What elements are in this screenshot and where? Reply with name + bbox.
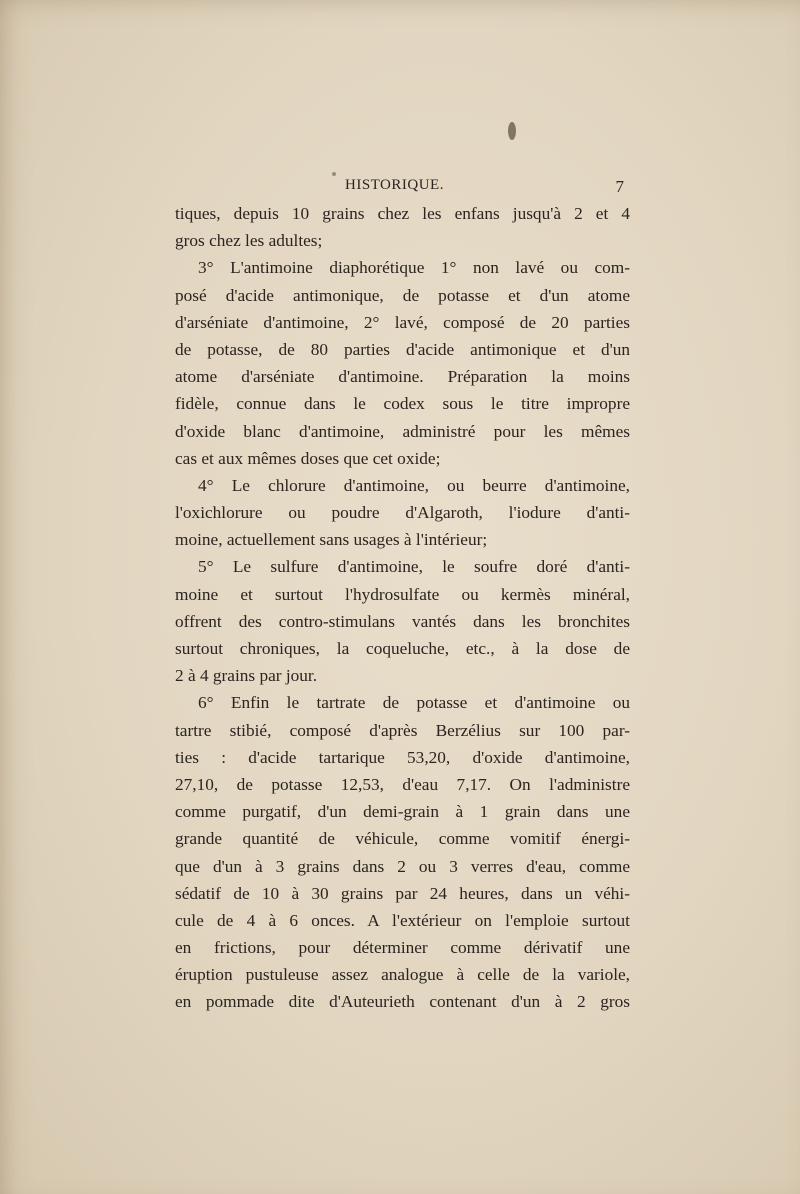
text-line: 3° L'antimoine diaphorétique 1° non lavé ou com- [198, 258, 630, 278]
text-line: ties : d'acide tartarique 53,20, d'oxide d'antimoine, [175, 747, 630, 767]
text-line: 4° Le chlorure d'antimoine, ou beurre d'antimoine, [198, 475, 630, 495]
text-line: éruption pustuleuse assez analogue à celle de la variole, [175, 965, 630, 985]
text-line: l'oxichlorure ou poudre d'Algaroth, l'iodure d'anti- [175, 503, 630, 523]
text-line: que d'un à 3 grains dans 2 ou 3 verres d'eau, comme [175, 856, 630, 876]
text-line: comme purgatif, d'un demi-grain à 1 grain dans une [175, 802, 630, 822]
text-line: 2 à 4 grains par jour. [175, 666, 318, 686]
text-line: 5° Le sulfure d'antimoine, le soufre doré d'anti- [198, 557, 630, 577]
text-line: moine et surtout l'hydrosulfate ou kermès minéral, [175, 584, 630, 604]
page-header [175, 177, 630, 199]
text-line: sédatif de 10 à 30 grains par 24 heures, dans un véhi- [175, 883, 630, 903]
text-line: fidèle, connue dans le codex sous le titre impropre [175, 394, 630, 414]
body-text [175, 200, 630, 1016]
text-line: posé d'acide antimonique, de potasse et d'un atome [175, 285, 630, 305]
text-line: tartre stibié, composé d'après Berzélius sur 100 par- [175, 720, 630, 740]
text-line: tiques, depuis 10 grains chez les enfans jusqu'à 2 et 4 [175, 204, 630, 223]
text-line: surtout chroniques, la coqueluche, etc., à la dose de [175, 639, 630, 658]
text-line: gros chez les adultes; [175, 231, 323, 251]
ink-speck [332, 172, 336, 176]
running-title: HISTORIQUE. [345, 177, 444, 193]
text-line: cule de 4 à 6 onces. A l'extérieur on l'emploie surtout [175, 910, 630, 930]
text-line: d'oxide blanc d'antimoine, administré pour les mêmes [175, 421, 630, 441]
text-line: en pommade dite d'Auteurieth contenant d'un à 2 gros [175, 992, 630, 1012]
ink-blot [508, 122, 516, 140]
text-line: 27,10, de potasse 12,53, d'eau 7,17. On l'administre [175, 774, 630, 794]
text-line: 6° Enfin le tartrate de potasse et d'antimoine ou [198, 693, 630, 713]
text-line: cas et aux mêmes doses que cet oxide; [175, 448, 441, 468]
page-number: 7 [615, 177, 624, 196]
text-line: d'arséniate d'antimoine, 2° lavé, composé de 20 parties [175, 312, 630, 332]
text-line: de potasse, de 80 parties d'acide antimonique et d'un [175, 339, 630, 359]
text-line: atome d'arséniate d'antimoine. Préparation la moins [175, 367, 630, 387]
text-line: en frictions, pour déterminer comme dérivatif une [175, 938, 630, 958]
text-line: offrent des contro-stimulans vantés dans les bronchites [175, 611, 630, 631]
text-line: grande quantité de véhicule, comme vomitif énergi- [175, 829, 630, 849]
text-line: moine, actuellement sans usages à l'intérieur; [175, 530, 488, 550]
